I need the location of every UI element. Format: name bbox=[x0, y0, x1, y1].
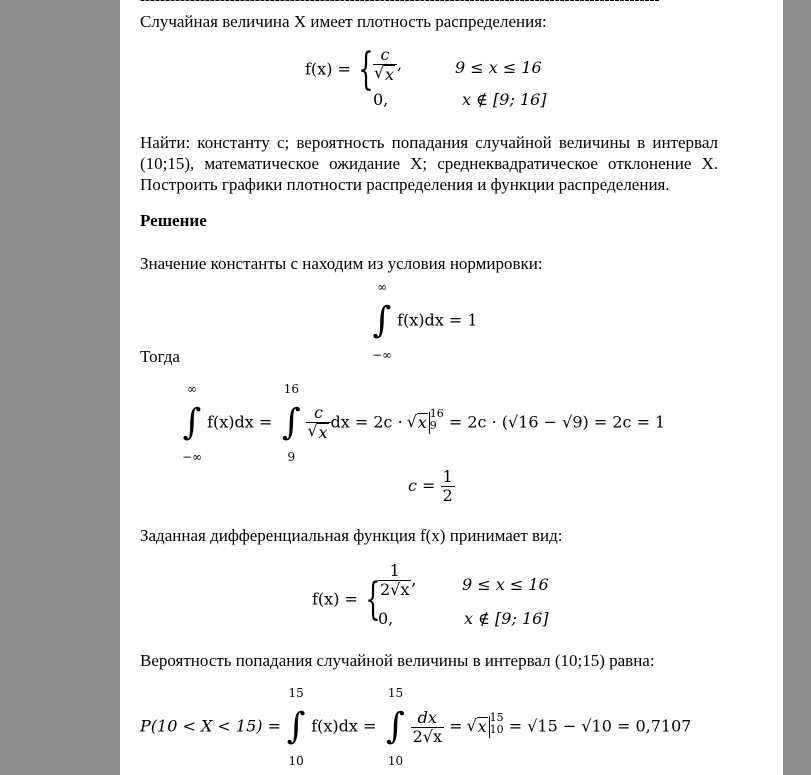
pdf-form-text: Заданная дифференциальная функция f(x) принимает вид: bbox=[140, 526, 563, 545]
case2-value: 0, bbox=[373, 90, 389, 109]
case2-condition: x ∉ [9; 16] bbox=[462, 90, 547, 109]
solution-heading: Решение bbox=[140, 211, 207, 230]
pdf2-case2-value: 0, bbox=[378, 609, 394, 628]
document-page bbox=[120, 0, 783, 775]
pdf2-case1: $\frac{1}{2√x}$ , bbox=[380, 561, 417, 599]
case1-condition: 9 ≤ x ≤ 16 bbox=[455, 58, 542, 77]
integral-equation: ∞ ∫ −∞ f(x)dx = 16 ∫ 9 c √ x dx = 2c · √ x 16 9 = 2c · (√16 − √9) = 2c = 1 bbox=[182, 404, 665, 442]
then-text: Тогда bbox=[140, 347, 180, 366]
probability-equation: P(10 < X < 15) = 15 ∫ 10 f(x)dx = 15 ∫ 10 $\frac{dx}{2√x}$ = √ x 15 10 = √15 − √10 = 0,7107 bbox=[140, 708, 691, 746]
pdf-definition bbox=[305, 44, 376, 95]
pdf-case1: c √ x , bbox=[373, 46, 402, 84]
separator-line: -------------------------------------------------------------------------------------------------------- bbox=[140, 0, 660, 8]
case1-numerator: c bbox=[380, 45, 390, 64]
normalization-text: Значение константы c находим из условия нормировки: bbox=[140, 254, 543, 273]
normalization-equation: ∞ ∫ −∞ f(x)dx = 1 bbox=[371, 280, 478, 362]
pdf-lhs: f(x) = bbox=[305, 59, 351, 79]
brace-icon: { bbox=[358, 44, 374, 95]
pdf2-case1-condition: 9 ≤ x ≤ 16 bbox=[462, 575, 549, 594]
task-text: Найти: константу c; вероятность попадания случайной величины в интервал (10;15), математическое ожидание X; среднеквадратическое отклонение X. Построить графики плотности распределения и функции распределения. bbox=[140, 133, 718, 194]
intro-text: Случайная величина X имеет плотность распределения: bbox=[140, 12, 547, 31]
case1-radicand: x bbox=[385, 65, 395, 84]
constant-result: c = $\frac{1}{2}$ bbox=[408, 467, 453, 505]
pdf2-case2-condition: x ∉ [9; 16] bbox=[464, 609, 549, 628]
brace-icon: { bbox=[365, 574, 381, 625]
pdf2-definition: f(x) = { bbox=[312, 574, 381, 625]
probability-text: Вероятность попадания случайной величины в интервал (10;15) равна: bbox=[140, 651, 655, 670]
